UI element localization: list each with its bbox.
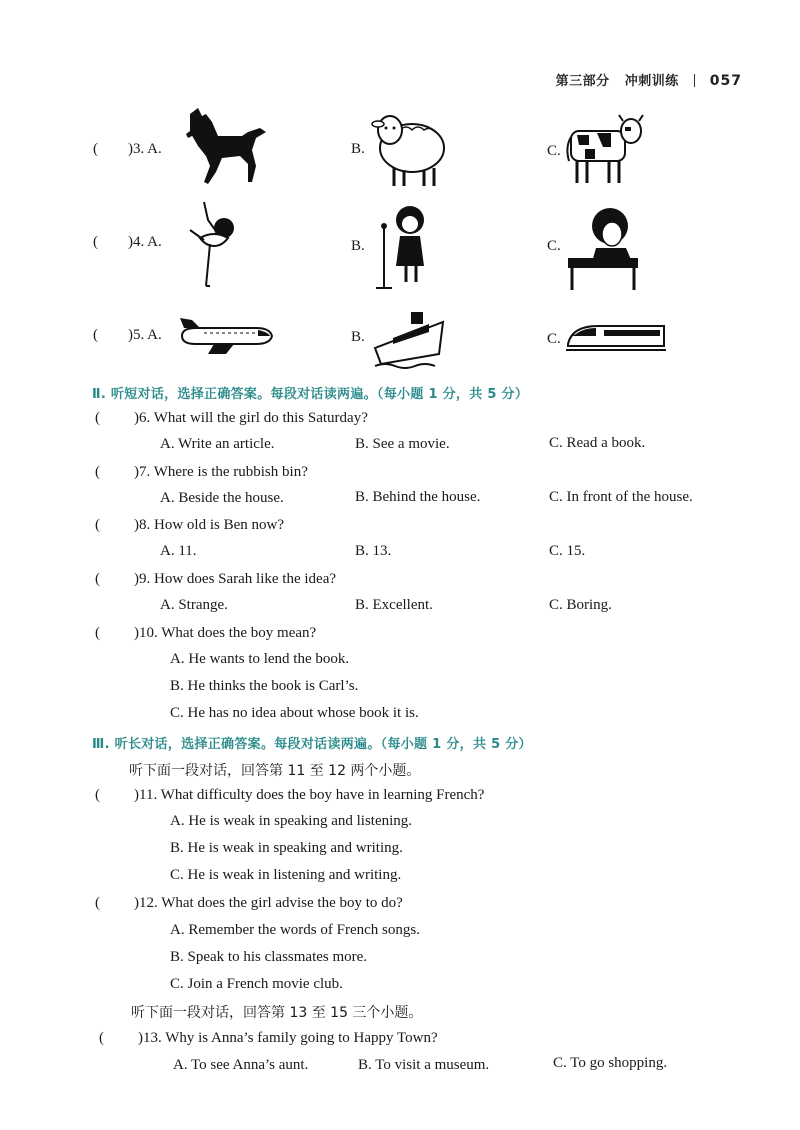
question-12-option-a: A. Remember the words of French songs. <box>170 922 420 938</box>
train-icon <box>566 320 666 354</box>
question-10-option-c: C. He has no idea about whose book it is. <box>170 705 419 721</box>
option-b-label: B. <box>351 141 365 157</box>
question-11-option-b: B. He is weak in speaking and writing. <box>170 840 403 856</box>
question-7-option-b: B. Behind the house. <box>355 489 481 505</box>
option-b-label: B. <box>351 238 365 254</box>
question-10-stem: )10. What does the boy mean? <box>134 625 317 641</box>
question-11-option-c: C. He is weak in listening and writing. <box>170 867 402 883</box>
part-label: 第三部分 <box>555 74 610 89</box>
airplane-icon <box>178 316 274 356</box>
question-13-option-a: A. To see Anna’s aunt. <box>173 1057 309 1073</box>
question-8-option-b: B. 13. <box>355 543 392 559</box>
question-6-option-c: C. Read a book. <box>549 435 646 451</box>
dialogue-1-intro: 听下面一段对话，回答第 11 至 12 两个小题。 <box>129 763 421 779</box>
question-7-option-a: A. Beside the house. <box>160 490 284 506</box>
question-12-option-c: C. Join a French movie club. <box>170 976 343 992</box>
question-8-option-c: C. 15. <box>549 543 586 559</box>
option-c-label: C. <box>547 238 561 254</box>
answer-paren: ( <box>95 464 100 480</box>
section-2-title: Ⅱ. 听短对话，选择正确答案。每段对话读两遍。（每小题 1 分，共 5 分） <box>92 387 529 402</box>
question-9-option-b: B. Excellent. <box>355 597 433 613</box>
question-6-option-a: A. Write an article. <box>160 436 275 452</box>
horse-icon <box>176 106 268 188</box>
option-c-label: C. <box>547 143 561 159</box>
question-6-stem: )6. What will the girl do this Saturday? <box>134 410 368 426</box>
question-6-option-b: B. See a movie. <box>355 436 450 452</box>
answer-paren: ( <box>95 895 100 911</box>
page-number: 057 <box>709 73 742 89</box>
question-12-stem: )12. What does the girl advise the boy to do? <box>134 895 403 911</box>
question-13-stem: )13. Why is Anna’s family going to Happy Town? <box>138 1030 438 1046</box>
question-4-label: )4. A. <box>128 234 162 250</box>
answer-paren: ( <box>93 327 98 343</box>
singer-icon <box>370 200 440 290</box>
answer-paren: ( <box>95 571 100 587</box>
answer-paren: ( <box>93 141 98 157</box>
piano-player-icon <box>566 204 642 292</box>
answer-paren: ( <box>99 1030 104 1046</box>
option-c-label: C. <box>547 331 561 347</box>
answer-paren: ( <box>95 625 100 641</box>
question-9-option-c: C. Boring. <box>549 597 612 613</box>
question-7-option-c: C. In front of the house. <box>549 489 693 505</box>
ballet-dancer-icon <box>180 200 244 290</box>
question-13-option-c: C. To go shopping. <box>553 1055 668 1071</box>
question-8-option-a: A. 11. <box>160 543 197 559</box>
section-3-title: Ⅲ. 听长对话，选择正确答案。每段对话读两遍。（每小题 1 分，共 5 分） <box>92 737 532 752</box>
cow-icon <box>563 113 645 187</box>
question-11-option-a: A. He is weak in speaking and listening. <box>170 813 413 829</box>
question-7-stem: )7. Where is the rubbish bin? <box>134 464 308 480</box>
question-13-option-b: B. To visit a museum. <box>358 1057 490 1073</box>
answer-paren: ( <box>93 234 98 250</box>
question-5-label: )5. A. <box>128 327 162 343</box>
sheep-icon <box>368 108 448 190</box>
answer-paren: ( <box>95 787 100 803</box>
ship-icon <box>373 308 445 370</box>
dialogue-2-intro: 听下面一段对话，回答第 13 至 15 三个小题。 <box>131 1005 423 1021</box>
question-9-stem: )9. How does Sarah like the idea? <box>134 571 337 587</box>
part-title: 冲刺训练 <box>624 74 679 89</box>
question-11-stem: )11. What difficulty does the boy have in learning French? <box>134 787 485 803</box>
page-header <box>556 70 742 89</box>
question-9-option-a: A. Strange. <box>160 597 228 613</box>
question-12-option-b: B. Speak to his classmates more. <box>170 949 368 965</box>
answer-paren: ( <box>95 410 100 426</box>
question-10-option-a: A. He wants to lend the book. <box>170 651 350 667</box>
question-10-option-b: B. He thinks the book is Carl’s. <box>170 678 359 694</box>
answer-paren: ( <box>95 517 100 533</box>
header-divider <box>694 74 695 87</box>
question-3-label: )3. A. <box>128 141 162 157</box>
question-8-stem: )8. How old is Ben now? <box>134 517 284 533</box>
option-b-label: B. <box>351 329 365 345</box>
